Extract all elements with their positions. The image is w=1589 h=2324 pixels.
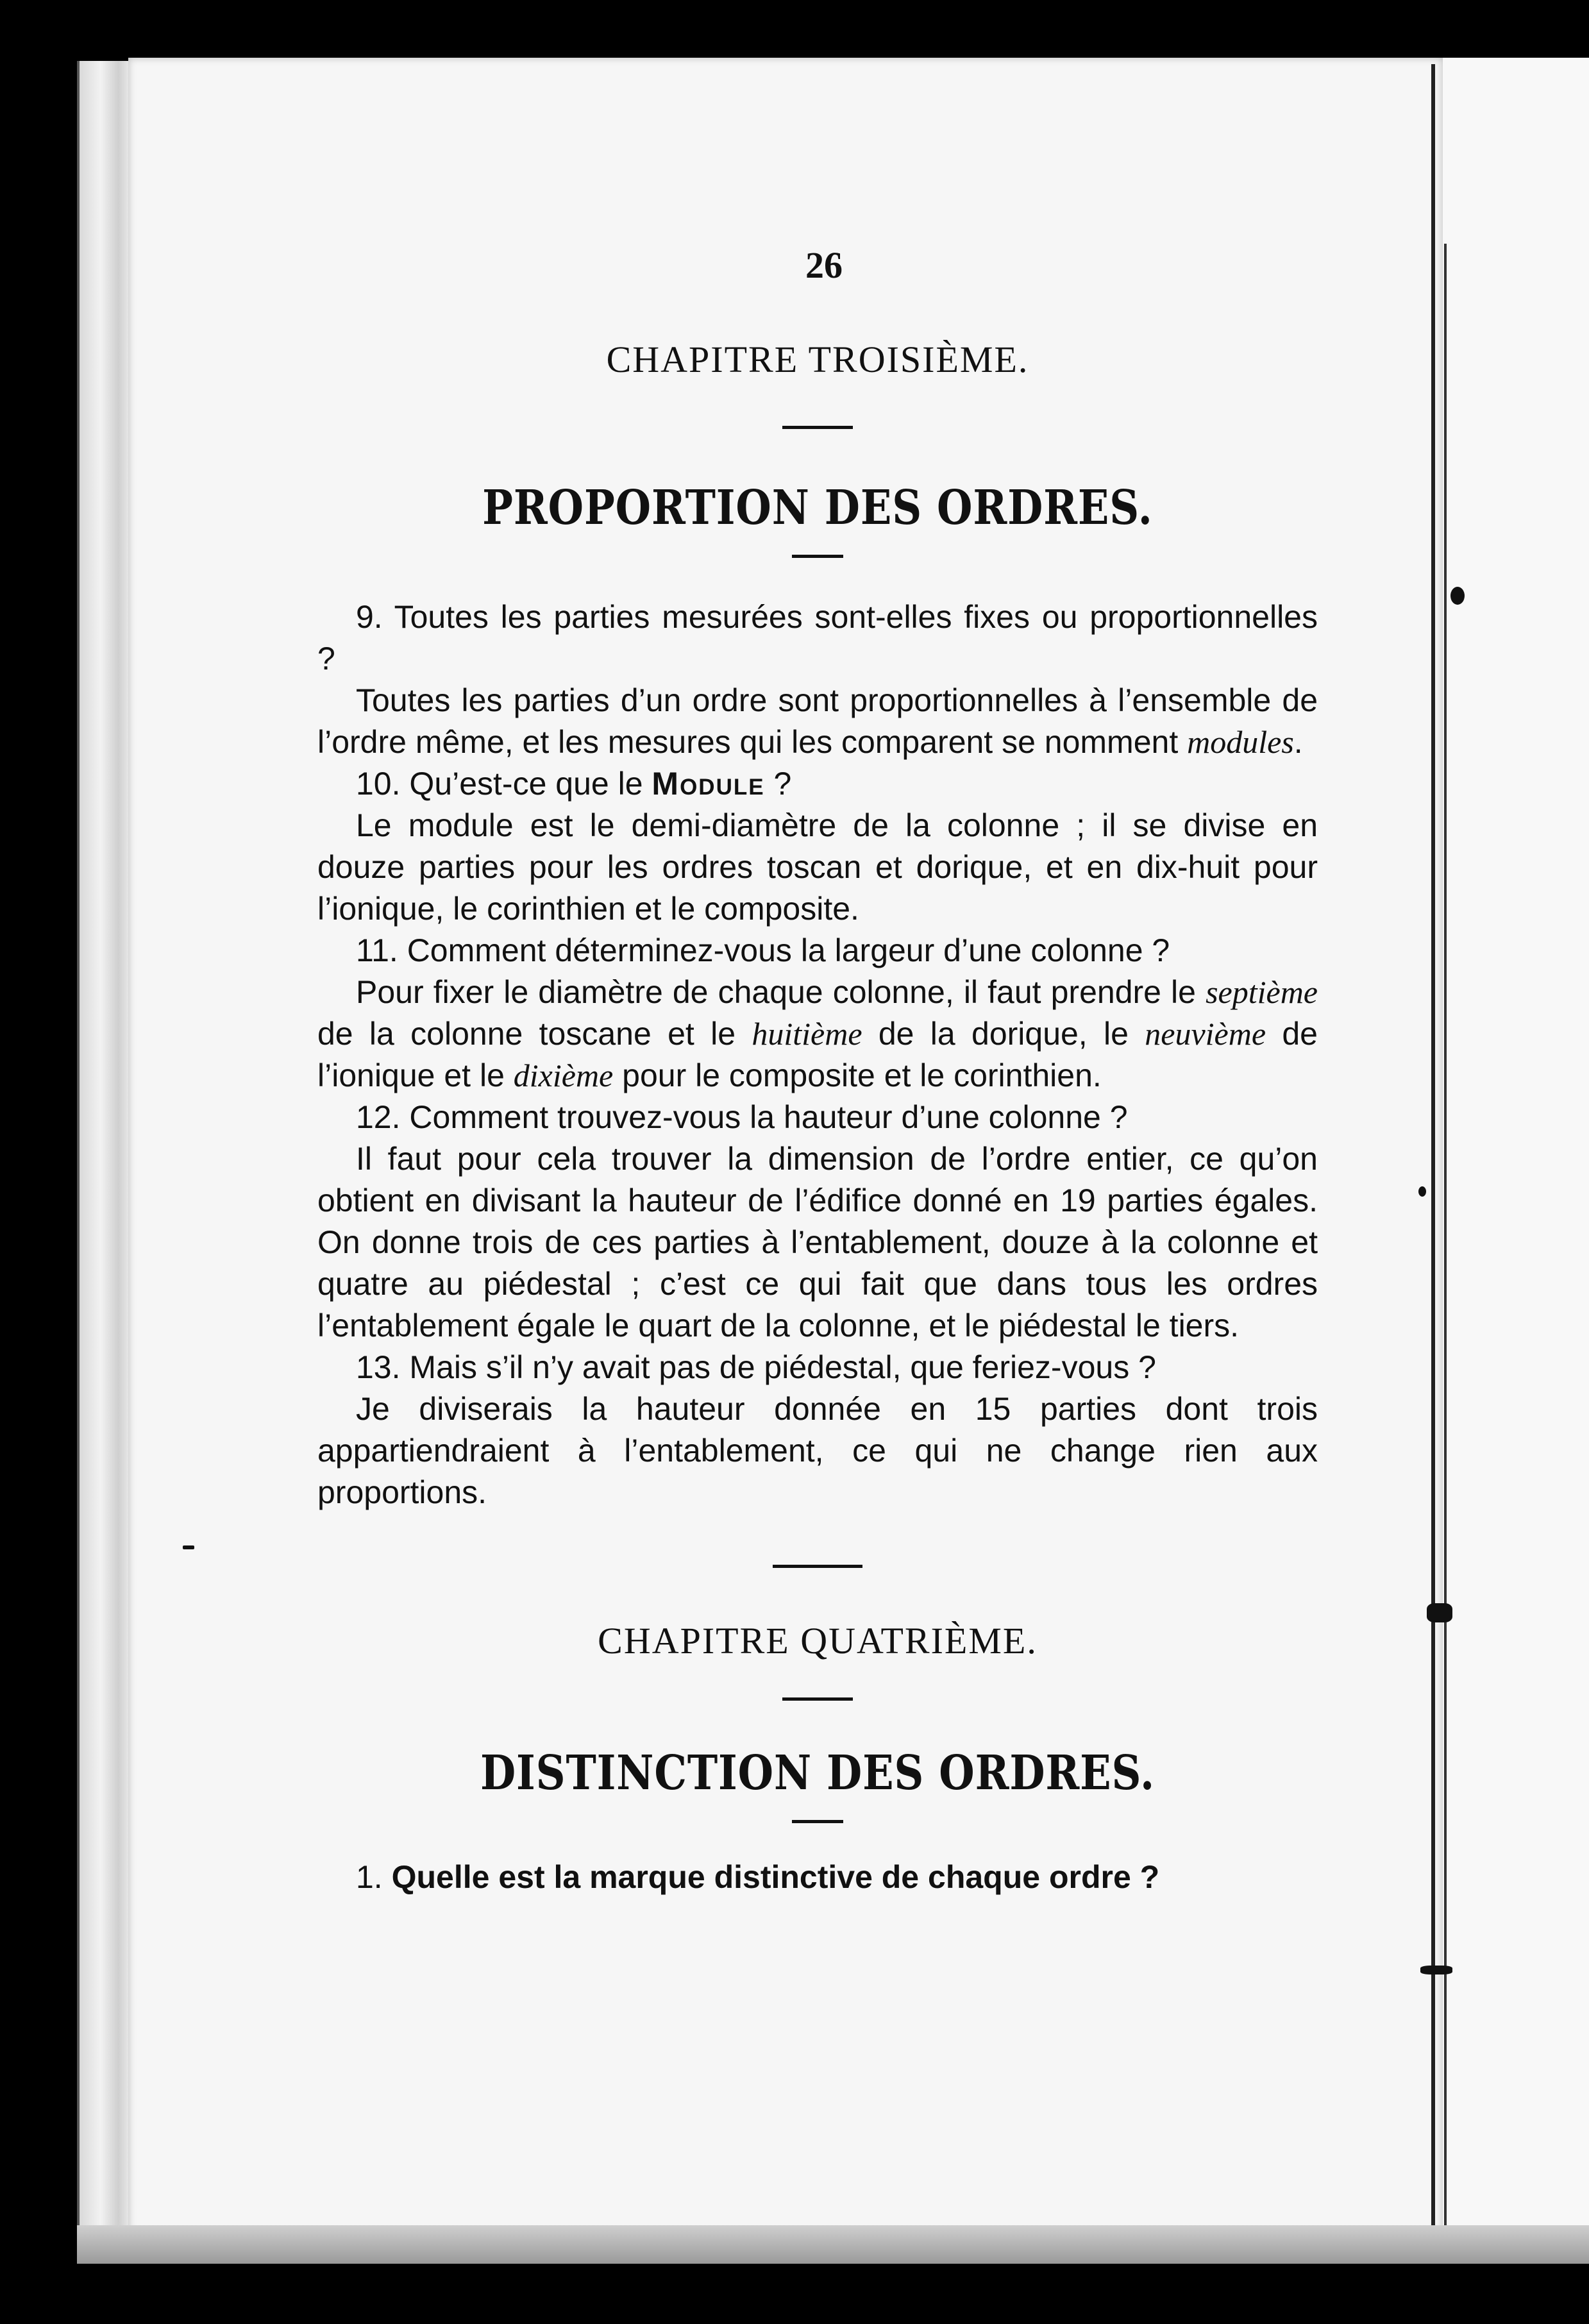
chapter-4-heading: CHAPITRE QUATRIÈME.: [598, 1620, 1038, 1662]
gutter-line: [1431, 64, 1435, 2257]
question-text: Toutes les parties mesurées sont-elles fixes ou proportionnelles ?: [317, 599, 1318, 677]
answer-12: [317, 1138, 1318, 1347]
question-number: 12.: [356, 1099, 401, 1135]
page-content: [317, 231, 1318, 1896]
answer-13: [317, 1388, 1318, 1513]
scan-speck: [1420, 1966, 1452, 1975]
answer-text: Le module est le demi-diamètre de la colonne ; il se divise en douze parties pour les ordres toscan et dorique, et en dix-huit pour l’ionique, le corinthien et le composite.: [317, 807, 1318, 927]
question-text: Comment déterminez-vous la largeur d’une colonne ?: [407, 932, 1170, 968]
answer-italic-term: huitième: [752, 1016, 862, 1052]
answer-text: Toutes les parties d’un ordre sont proportionnelles à l’ensemble de l’ordre même, et les mesures qui les comparent se nomment: [317, 682, 1318, 760]
answer-italic-term: modules: [1187, 724, 1294, 760]
answer-9: [317, 680, 1318, 763]
answer-text: Il faut pour cela trouver la dimension de l’ordre entier, ce qu’on obtient en divisant la hauteur de l’édifice donné en 19 parties égales. On donne trois de ces parties à l’entablement, douze à la colonne et quatre au piédestal ; c’est ce qui fait que dans tous les ordres l’entablement égale le quart de la colonne, et le piédestal le tiers.: [317, 1141, 1318, 1343]
question-number: 9.: [356, 599, 383, 635]
chapter-separator-rule: [773, 1565, 862, 1568]
question-text: Qu’est-ce que le: [409, 766, 643, 802]
question-number: 1.: [356, 1859, 383, 1895]
scan-speck: [1418, 1186, 1426, 1197]
answer-text: de l’ionique et le: [317, 1016, 1318, 1093]
question-11: [317, 930, 1318, 972]
question-9: [317, 596, 1318, 680]
title-rule: [792, 555, 843, 558]
question-13: [317, 1347, 1318, 1388]
answer-text: de la dorique, le: [878, 1016, 1129, 1052]
chapter-3-heading: CHAPITRE TROISIÈME.: [606, 339, 1029, 380]
answer-italic-term: dixième: [513, 1057, 614, 1093]
chapter-3-title: PROPORTION DES ORDRES.: [482, 480, 1153, 535]
facing-page-strip: [1443, 58, 1589, 2257]
heading-rule: [782, 1697, 853, 1701]
answer-italic-term: septième: [1206, 974, 1318, 1010]
heading-rule: [782, 426, 853, 429]
answer-text: Je diviserais la hauteur donnée en 15 parties dont trois appartiendraient à l’entablement, ce qui ne change rien aux proportions.: [317, 1391, 1318, 1510]
answer-10: [317, 805, 1318, 930]
title-rule: [792, 1820, 843, 1823]
scan-speck: [1427, 1603, 1452, 1622]
question-12: [317, 1097, 1318, 1138]
question-term: Module: [652, 766, 765, 802]
question-text: Comment trouvez-vous la hauteur d’une colonne ?: [409, 1099, 1128, 1135]
page-bottom-edge: [77, 2225, 1589, 2264]
question-number: 13.: [356, 1349, 401, 1385]
question-mark: ?: [773, 766, 792, 802]
page-number: 26: [805, 244, 843, 286]
answer-italic-term: neuvième: [1145, 1016, 1266, 1052]
answer-text: de la colonne toscane et le: [317, 1016, 736, 1052]
answer-11: [317, 972, 1318, 1097]
answer-punctuation: .: [1293, 724, 1303, 760]
answer-text: pour le composite et le corinthien.: [622, 1057, 1102, 1093]
scan-speck: [183, 1545, 194, 1549]
chapter-3-body: [317, 596, 1318, 1513]
question-text: Mais s’il n’y avait pas de piédestal, que feriez-vous ?: [409, 1349, 1156, 1385]
question-10: [317, 763, 1318, 805]
chapter-4-title: DISTINCTION DES ORDRES.: [480, 1746, 1156, 1801]
question-number: 10.: [356, 766, 401, 802]
gutter-line-inner: [1444, 244, 1447, 2232]
scan-speck: [1450, 587, 1465, 605]
chapter-4-question-1: [317, 1858, 1318, 1896]
question-number: 11.: [356, 932, 398, 968]
question-text: Quelle est la marque distinctive de chaque ordre ?: [391, 1859, 1160, 1895]
answer-text: Pour fixer le diamètre de chaque colonne, il faut prendre le: [356, 974, 1196, 1010]
